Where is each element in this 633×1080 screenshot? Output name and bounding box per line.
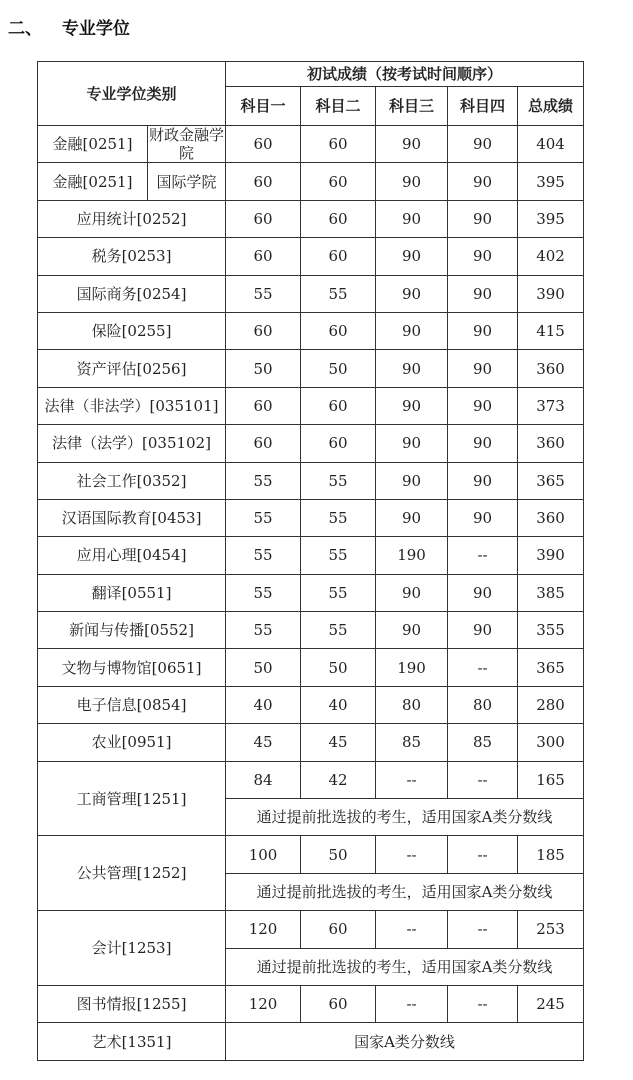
table-row: [38, 312, 584, 349]
section-number: 二、: [8, 19, 42, 39]
score-cell: 80: [448, 686, 518, 723]
score-cell: 50: [301, 350, 376, 387]
score-table: [37, 61, 584, 1061]
score-cell: 50: [226, 649, 301, 686]
score-cell: 50: [301, 649, 376, 686]
score-cell: 60: [226, 238, 301, 275]
total-score-cell: 390: [518, 275, 584, 312]
table-row: [38, 985, 584, 1022]
category-cell: 会计[1253]: [38, 911, 226, 986]
table-row: [38, 163, 584, 200]
score-cell: 90: [376, 163, 448, 200]
score-cell: 55: [226, 499, 301, 536]
total-score-cell: 360: [518, 499, 584, 536]
total-score-cell: 390: [518, 537, 584, 574]
category-cell: 国际商务[0254]: [38, 275, 226, 312]
score-cell: 60: [226, 425, 301, 462]
category-cell: 工商管理[1251]: [38, 761, 226, 836]
category-header: 专业学位类别: [38, 62, 226, 126]
category-cell: 文物与博物馆[0651]: [38, 649, 226, 686]
score-cell: 90: [376, 387, 448, 424]
category-cell: 社会工作[0352]: [38, 462, 226, 499]
score-cell: --: [448, 836, 518, 873]
total-score-cell: 360: [518, 350, 584, 387]
score-cell: 90: [376, 200, 448, 237]
score-cell: 60: [301, 200, 376, 237]
table-row: [38, 425, 584, 462]
score-cell: 90: [448, 425, 518, 462]
table-row: [38, 761, 584, 798]
table-row: [38, 387, 584, 424]
category-cell: 公共管理[1252]: [38, 836, 226, 911]
total-score-cell: 360: [518, 425, 584, 462]
category-cell: 翻译[0551]: [38, 574, 226, 611]
category-cell: 应用心理[0454]: [38, 537, 226, 574]
score-cell: 84: [226, 761, 301, 798]
score-cell: --: [448, 761, 518, 798]
score-cell: 60: [301, 985, 376, 1022]
score-cell: 90: [376, 275, 448, 312]
score-cell: 55: [301, 462, 376, 499]
score-cell: 100: [226, 836, 301, 873]
score-cell: 90: [376, 462, 448, 499]
total-score-cell: 365: [518, 462, 584, 499]
score-cell: 55: [301, 275, 376, 312]
total-score-cell: 355: [518, 612, 584, 649]
subject-header: 科目四: [448, 87, 518, 126]
score-cell: 90: [448, 462, 518, 499]
note-cell: 通过提前批选拔的考生，适用国家A类分数线: [226, 948, 584, 985]
total-score-cell: 395: [518, 200, 584, 237]
category-cell: 应用统计[0252]: [38, 200, 226, 237]
note-cell: 国家A类分数线: [226, 1023, 584, 1060]
subject-header: 科目二: [301, 87, 376, 126]
score-cell: 55: [301, 499, 376, 536]
score-cell: 40: [301, 686, 376, 723]
total-score-cell: 415: [518, 312, 584, 349]
score-cell: 55: [226, 612, 301, 649]
score-cell: 90: [448, 499, 518, 536]
category-cell: 税务[0253]: [38, 238, 226, 275]
score-cell: 45: [226, 724, 301, 761]
total-score-cell: 165: [518, 761, 584, 798]
category-cell: 汉语国际教育[0453]: [38, 499, 226, 536]
score-cell: 90: [448, 275, 518, 312]
score-cell: 60: [226, 200, 301, 237]
score-cell: --: [448, 649, 518, 686]
score-cell: 60: [226, 126, 301, 163]
score-cell: --: [448, 911, 518, 948]
score-cell: 55: [226, 275, 301, 312]
table-row: [38, 537, 584, 574]
category-cell: 电子信息[0854]: [38, 686, 226, 723]
score-cell: 90: [448, 574, 518, 611]
category-cell: 法律（法学）[035102]: [38, 425, 226, 462]
table-row: [38, 724, 584, 761]
score-cell: 90: [376, 425, 448, 462]
category-cell: 资产评估[0256]: [38, 350, 226, 387]
total-score-cell: 395: [518, 163, 584, 200]
score-cell: --: [376, 836, 448, 873]
score-cell: 90: [376, 612, 448, 649]
score-cell: --: [448, 537, 518, 574]
total-score-cell: 280: [518, 686, 584, 723]
score-cell: 42: [301, 761, 376, 798]
score-cell: 55: [301, 612, 376, 649]
score-cell: 60: [301, 238, 376, 275]
score-cell: 55: [226, 537, 301, 574]
total-score-cell: 385: [518, 574, 584, 611]
score-cell: 90: [448, 126, 518, 163]
category-cell: 法律（非法学）[035101]: [38, 387, 226, 424]
table-row: [38, 574, 584, 611]
score-cell: 90: [376, 350, 448, 387]
score-cell: 55: [301, 574, 376, 611]
total-score-cell: 373: [518, 387, 584, 424]
category-cell: 艺术[1351]: [38, 1023, 226, 1060]
table-row: [38, 275, 584, 312]
score-cell: 55: [301, 537, 376, 574]
score-cell: 90: [448, 350, 518, 387]
college-cell: 财政金融学院: [149, 126, 225, 163]
score-cell: 50: [301, 836, 376, 873]
category-cell: 金融[0251]: [38, 126, 148, 163]
score-cell: 40: [226, 686, 301, 723]
total-score-cell: 402: [518, 238, 584, 275]
total-score-cell: 245: [518, 985, 584, 1022]
section-title: 专业学位: [61, 19, 130, 39]
score-cell: --: [376, 761, 448, 798]
score-cell: 90: [376, 238, 448, 275]
note-cell: 通过提前批选拔的考生，适用国家A类分数线: [226, 799, 584, 836]
total-score-cell: 365: [518, 649, 584, 686]
table-row: [38, 238, 584, 275]
table-row: [38, 911, 584, 948]
score-cell: 190: [376, 537, 448, 574]
table-row: [38, 499, 584, 536]
score-cell: --: [448, 985, 518, 1022]
score-cell: --: [376, 985, 448, 1022]
score-cell: 85: [448, 724, 518, 761]
table-row: [38, 200, 584, 237]
score-cell: 90: [448, 163, 518, 200]
score-cell: 60: [301, 425, 376, 462]
score-cell: 90: [448, 312, 518, 349]
score-cell: 90: [376, 126, 448, 163]
score-cell: 120: [226, 911, 301, 948]
score-cell: 90: [448, 238, 518, 275]
score-cell: 85: [376, 724, 448, 761]
table-row: [38, 1023, 584, 1060]
score-cell: 60: [301, 163, 376, 200]
score-cell: 60: [301, 387, 376, 424]
score-cell: 90: [376, 574, 448, 611]
table-row: [38, 126, 584, 163]
score-cell: 80: [376, 686, 448, 723]
score-cell: 90: [376, 312, 448, 349]
score-cell: 90: [448, 200, 518, 237]
score-cell: 90: [448, 387, 518, 424]
score-cell: 60: [226, 312, 301, 349]
total-score-cell: 253: [518, 911, 584, 948]
score-cell: 55: [226, 462, 301, 499]
score-cell: 60: [301, 126, 376, 163]
total-header: 总成绩: [518, 87, 584, 126]
table-row: [38, 836, 584, 873]
score-cell: 55: [226, 574, 301, 611]
score-cell: 190: [376, 649, 448, 686]
score-cell: 50: [226, 350, 301, 387]
table-row: [38, 649, 584, 686]
note-cell: 通过提前批选拔的考生，适用国家A类分数线: [226, 873, 584, 910]
category-cell: 新闻与传播[0552]: [38, 612, 226, 649]
table-row: [38, 686, 584, 723]
score-cell: --: [376, 911, 448, 948]
score-cell: 120: [226, 985, 301, 1022]
score-cell: 60: [226, 163, 301, 200]
category-cell: 金融[0251]: [38, 163, 148, 200]
college-cell: 国际学院: [148, 163, 226, 200]
total-score-cell: 185: [518, 836, 584, 873]
score-cell: 90: [448, 612, 518, 649]
table-row: [38, 462, 584, 499]
subject-header: 科目三: [376, 87, 448, 126]
category-cell: 保险[0255]: [38, 312, 226, 349]
table-row: [38, 350, 584, 387]
score-cell: 60: [226, 387, 301, 424]
category-cell: 农业[0951]: [38, 724, 226, 761]
score-cell: 60: [301, 911, 376, 948]
total-score-cell: 300: [518, 724, 584, 761]
table-row: [38, 612, 584, 649]
score-cell: 45: [301, 724, 376, 761]
group-header: 初试成绩（按考试时间顺序）: [226, 62, 584, 87]
score-cell: 60: [301, 312, 376, 349]
total-score-cell: 404: [518, 126, 584, 163]
subject-header: 科目一: [226, 87, 301, 126]
score-cell: 90: [376, 499, 448, 536]
category-cell: 图书情报[1255]: [38, 985, 226, 1022]
section-heading: [8, 14, 130, 39]
